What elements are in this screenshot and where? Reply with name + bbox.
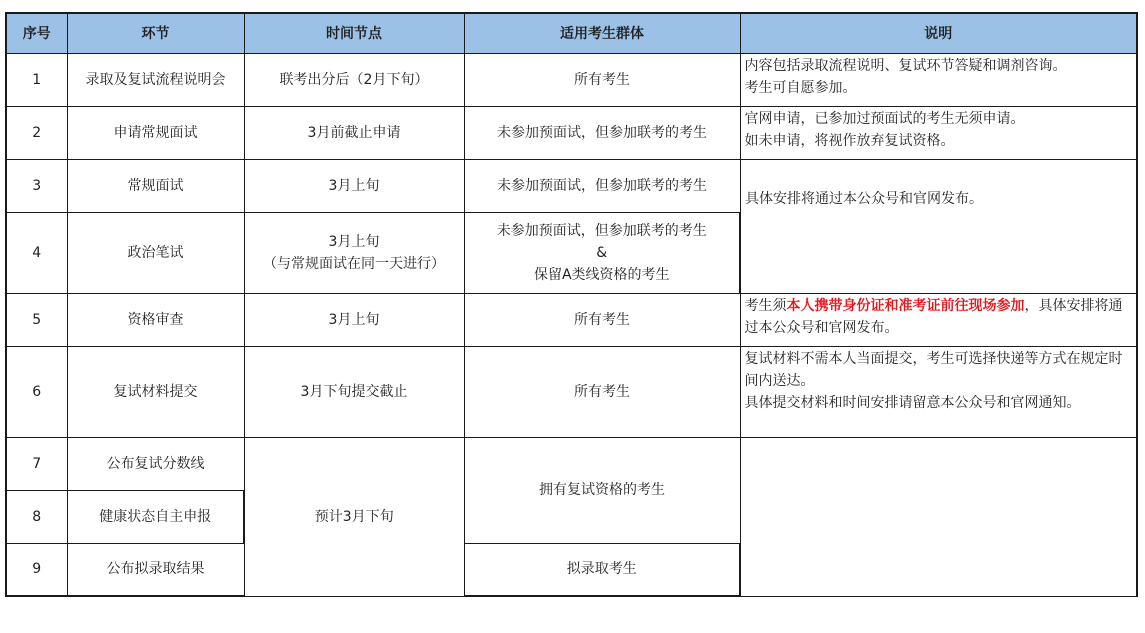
cell-group: 所有考生	[464, 346, 740, 437]
time-line: （与常规面试在同一天进行）	[263, 255, 445, 272]
header-stage: 环节	[67, 13, 244, 53]
cell-seq: 4	[6, 212, 67, 293]
desc-post: ，具体安排将通过本公众号和官网发布。	[744, 297, 1123, 336]
table-row	[6, 106, 1137, 159]
header-group: 适用考生群体	[464, 13, 740, 53]
desc-line: 内容包括录取流程说明、复试环节答疑和调剂咨询。	[744, 57, 1067, 74]
table-row	[6, 437, 1137, 490]
cell-desc	[740, 293, 1137, 346]
cell-time: 3月上旬	[244, 159, 464, 212]
cell-desc	[740, 106, 1137, 159]
cell-time: 联考出分后（2月下旬）	[244, 53, 464, 106]
header-time: 时间节点	[244, 13, 464, 53]
desc-line: 具体安排将通过本公众号和官网发布。	[745, 191, 983, 207]
cell-stage: 复试材料提交	[67, 346, 244, 437]
cell-group: 所有考生	[464, 53, 740, 106]
time-line: 3月上旬	[328, 233, 380, 250]
cell-group: 所有考生	[464, 293, 740, 346]
desc-line: 如未申请，将视作放弃复试资格。	[744, 132, 955, 149]
desc-highlight: 本人携带身份证和准考证前往现场参加	[786, 297, 1025, 314]
cell-seq: 5	[6, 293, 67, 346]
cell-stage: 公布复试分数线	[67, 437, 244, 490]
table-row	[6, 159, 1137, 212]
cell-stage: 政治笔试	[67, 212, 244, 293]
cell-time	[244, 212, 464, 293]
schedule-table	[5, 12, 1138, 597]
cell-group: 未参加预面试，但参加联考的考生	[464, 159, 740, 212]
cell-desc-merged	[740, 159, 1137, 293]
cell-stage: 常规面试	[67, 159, 244, 212]
cell-desc	[740, 346, 1137, 437]
cell-stage: 健康状态自主申报	[67, 490, 244, 543]
cell-group	[464, 212, 740, 293]
cell-stage: 公布拟录取结果	[67, 543, 244, 596]
cell-group-merged: 拥有复试资格的考生	[464, 437, 740, 543]
group-line: 保留A类线资格的考生	[533, 266, 670, 283]
header-desc: 说明	[740, 13, 1137, 53]
cell-stage: 申请常规面试	[67, 106, 244, 159]
table-row	[6, 346, 1137, 437]
cell-seq: 7	[6, 437, 67, 490]
cell-seq: 1	[6, 53, 67, 106]
desc-line: 具体提交材料和时间安排请留意本公众号和官网通知。	[744, 394, 1081, 411]
cell-time: 3月上旬	[244, 293, 464, 346]
desc-line: 官网申请，已参加过预面试的考生无须申请。	[744, 110, 1025, 127]
header-row	[6, 13, 1137, 53]
cell-seq: 3	[6, 159, 67, 212]
cell-desc	[740, 53, 1137, 106]
cell-seq: 2	[6, 106, 67, 159]
cell-time-merged: 预计3月下旬	[244, 437, 464, 596]
cell-stage: 资格审查	[67, 293, 244, 346]
desc-line: 复试材料不需本人当面提交，考生可选择快递等方式在规定时间内送达。	[744, 350, 1123, 389]
group-line: 未参加预面试，但参加联考的考生	[496, 222, 707, 239]
header-seq: 序号	[6, 13, 67, 53]
table-row	[6, 53, 1137, 106]
group-line: &	[596, 244, 608, 261]
cell-seq: 9	[6, 543, 67, 596]
cell-time: 3月前截止申请	[244, 106, 464, 159]
cell-seq: 6	[6, 346, 67, 437]
table-row	[6, 293, 1137, 346]
desc-line: 考生可自愿参加。	[744, 79, 857, 96]
cell-group: 拟录取考生	[464, 543, 740, 596]
cell-time: 3月下旬提交截止	[244, 346, 464, 437]
cell-desc-empty	[740, 437, 1137, 596]
cell-seq: 8	[6, 490, 67, 543]
cell-stage: 录取及复试流程说明会	[67, 53, 244, 106]
desc-pre: 考生须	[744, 297, 787, 314]
cell-group: 未参加预面试，但参加联考的考生	[464, 106, 740, 159]
